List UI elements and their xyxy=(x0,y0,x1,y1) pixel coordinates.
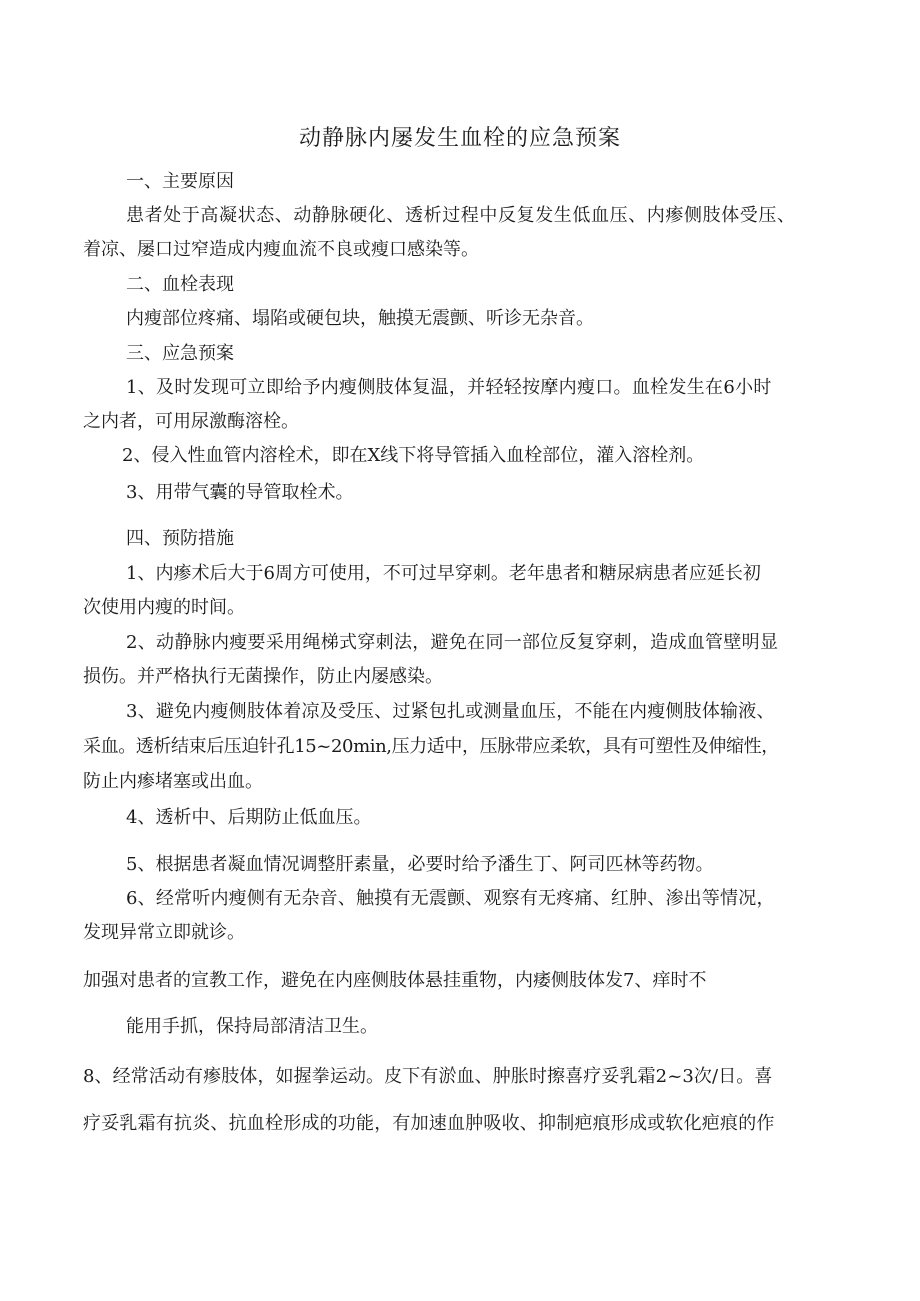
paragraph-line: 着凉、屡口过窄造成内瘦血流不良或瘦口感染等。 xyxy=(83,239,479,260)
section-heading-main-causes: 一、主要原因 xyxy=(126,171,234,192)
list-item-line: 损伤。并严格执行无菌操作，防止内屡感染。 xyxy=(83,666,443,687)
list-item-line: 疗妥乳霜有抗炎、抗血栓形成的功能，有加速血肿吸收、抑制疤痕形成或软化疤痕的作 xyxy=(83,1113,775,1134)
list-item-line: 次使用内瘦的时间。 xyxy=(83,597,245,618)
list-item-line: 2、动静脉内瘦要采用绳梯式穿刺法，避免在同一部位反复穿刺，造成血管壁明显 xyxy=(126,632,779,653)
section-heading-prevention: 四、预防措施 xyxy=(126,528,234,549)
list-item-line: 1、内瘆术后大于6周方可使用，不可过早穿刺。老年患者和糖尿病患者应延长初 xyxy=(126,563,761,584)
list-item-line: 加强对患者的宣教工作，避免在内座侧肢体悬挂重物，内痿侧肢体发7、痒时不 xyxy=(83,970,707,991)
list-item-line: 1、及时发现可立即给予内瘦侧肢体复温，并轻轻按摩内瘦口。血栓发生在6小时 xyxy=(126,377,772,398)
list-item-line: 3、用带气囊的导管取栓术。 xyxy=(126,482,354,503)
list-item-line: 5、根据患者凝血情况调整肝素量，必要时给予潘生丁、阿司匹林等药物。 xyxy=(126,854,714,875)
list-item-line: 能用手抓，保持局部清洁卫生。 xyxy=(126,1016,378,1037)
list-item-line: 4、透析中、后期防止低血压。 xyxy=(126,807,372,828)
list-item-line: 采血。透析结束后压迫针孔15~20min,压力适中，压脉带应柔软，具有可塑性及伸缩性， xyxy=(83,736,779,757)
list-item-line: 2、侵入性血管内溶栓术，即在X线下将导管插入血栓部位，灌入溶栓剂。 xyxy=(122,445,705,466)
paragraph-line: 患者处于高凝状态、动静脉硬化、透析过程中反复发生低血压、内瘆侧肢体受压、 xyxy=(126,205,796,226)
section-heading-emergency-plan: 三、应急预案 xyxy=(126,343,234,364)
list-item-line: 发现异常立即就诊。 xyxy=(83,922,245,943)
document-title: 动静脉内屡发生血栓的应急预案 xyxy=(298,126,621,151)
list-item-line: 6、经常听内瘦侧有无杂音、触摸有无震颤、观察有无疼痛、红肿、渗出等情况， xyxy=(126,888,775,909)
section-heading-thrombus-signs: 二、血栓表现 xyxy=(126,274,234,295)
list-item-line: 之内者，可用尿激酶溶栓。 xyxy=(83,411,299,432)
list-item-line: 8、经常活动有瘆肢体，如握拳运动。皮下有淤血、肿胀时擦喜疗妥乳霜2~3次/日。喜 xyxy=(83,1066,773,1087)
list-item-line: 防止内瘆堵塞或出血。 xyxy=(83,771,263,792)
list-item-line: 3、避免内瘦侧肢体着凉及受压、过紧包扎或测量血压，不能在内瘦侧肢体输液、 xyxy=(126,701,775,722)
paragraph-line: 内瘦部位疼痛、塌陷或硬包块，触摸无震颤、听诊无杂音。 xyxy=(126,308,594,329)
